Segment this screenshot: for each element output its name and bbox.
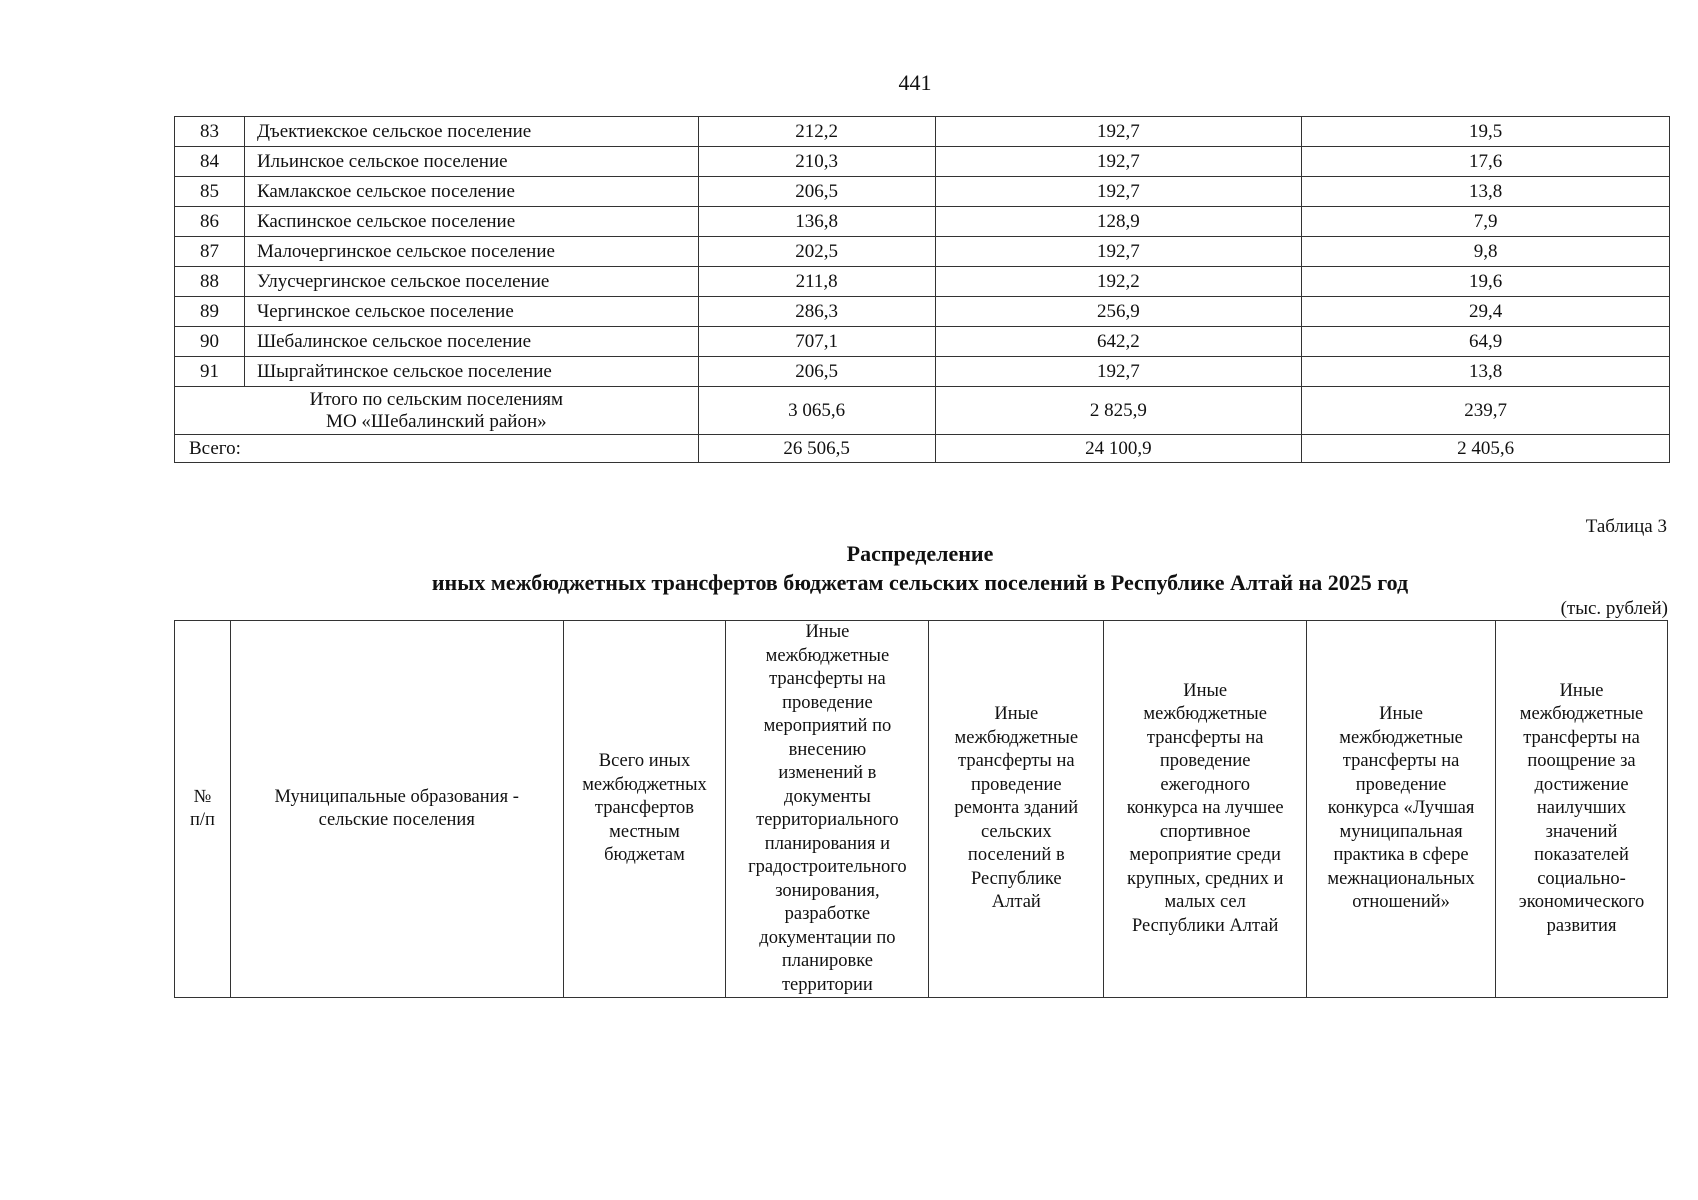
settlement-name: Дъектиекское сельское поселение [244, 117, 698, 147]
header-line: трансферты на [1523, 727, 1640, 748]
value-total: 211,8 [698, 267, 935, 297]
subtotal-value-2: 2 825,9 [935, 387, 1302, 435]
value-2: 192,7 [935, 117, 1302, 147]
settlement-name: Ильинское сельское поселение [244, 147, 698, 177]
header-planning-transfers [726, 621, 929, 998]
header-line: сельских [980, 821, 1052, 842]
header-incentive-transfers [1496, 621, 1668, 998]
value-2: 192,7 [935, 357, 1302, 387]
header-line: документы [784, 786, 871, 807]
header-line: разработке [784, 904, 871, 924]
header-line: Иные [1559, 680, 1604, 701]
value-2: 642,2 [935, 327, 1302, 357]
row-number: 86 [175, 207, 245, 237]
header-line: межбюджетные [1339, 727, 1463, 748]
header-line: трансферты на [958, 751, 1075, 772]
row-number: 90 [175, 327, 245, 357]
table3-header [174, 620, 1668, 998]
value-3: 9,8 [1302, 237, 1670, 267]
value-3: 7,9 [1302, 207, 1670, 237]
value-total: 707,1 [698, 327, 935, 357]
header-line: Муниципальные образования - [274, 786, 519, 807]
row-number: 89 [175, 297, 245, 327]
header-line: Иные [1379, 704, 1424, 725]
header-line: Алтай [991, 892, 1041, 913]
header-line: бюджетам [604, 845, 685, 866]
header-line: развития [1546, 915, 1617, 936]
header-line: Республике [970, 868, 1062, 889]
subtotal-value-total: 3 065,6 [698, 387, 935, 435]
header-line: малых сел [1164, 892, 1246, 913]
table-row [175, 147, 1670, 177]
settlement-name: Улусчергинское сельское поселение [244, 267, 698, 297]
header-line: местным [609, 821, 680, 842]
header-line: экономического [1518, 892, 1645, 913]
value-3: 19,5 [1302, 117, 1670, 147]
header-line: поселений в [967, 845, 1065, 866]
header-line: отношений» [1352, 892, 1450, 913]
table-row [175, 267, 1670, 297]
table-title-line1: Распределение [846, 541, 994, 566]
value-2: 192,7 [935, 147, 1302, 177]
header-line: межбюджетные [954, 727, 1079, 748]
header-sport-contest-transfers [1104, 621, 1307, 998]
header-line: п/п [189, 810, 215, 830]
value-total: 206,5 [698, 357, 935, 387]
header-line: значений [1545, 821, 1618, 842]
row-number: 83 [175, 117, 245, 147]
header-line: межбюджетные [765, 645, 890, 666]
table-row [175, 357, 1670, 387]
header-line: Иные [994, 704, 1039, 725]
header-line: Иные [1183, 680, 1228, 701]
value-2: 192,2 [935, 267, 1302, 297]
header-line: территориального [756, 810, 899, 830]
header-line: практика в сфере [1333, 845, 1469, 866]
header-line: Всего иных [598, 751, 691, 772]
value-2: 128,9 [935, 207, 1302, 237]
total-value-1: 26 506,5 [698, 435, 935, 463]
settlement-name: Чергинское сельское поселение [244, 297, 698, 327]
header-line: мероприятие среди [1129, 845, 1281, 866]
header-line: конкурса на лучшее [1126, 798, 1284, 819]
value-3: 13,8 [1302, 357, 1670, 387]
table-row [175, 237, 1670, 267]
table-caption: Таблица 3 [1585, 516, 1667, 537]
header-line: поощрение за [1527, 751, 1636, 772]
table-row [175, 297, 1670, 327]
header-total-transfers [563, 621, 726, 998]
header-line: территории [781, 974, 873, 995]
header-line: планировке [781, 951, 873, 971]
row-number: 84 [175, 147, 245, 177]
value-total: 136,8 [698, 207, 935, 237]
header-num [175, 621, 231, 998]
header-line: ежегодного [1160, 774, 1251, 795]
header-line: межбюджетных [582, 774, 707, 795]
value-total: 202,5 [698, 237, 935, 267]
settlement-name: Шебалинское сельское поселение [244, 327, 698, 357]
header-line: межнациональных [1327, 868, 1475, 889]
value-3: 17,6 [1302, 147, 1670, 177]
table-body [175, 117, 1670, 387]
header-row [175, 621, 1668, 998]
value-3: 29,4 [1302, 297, 1670, 327]
value-total: 206,5 [698, 177, 935, 207]
header-line: показателей [1534, 845, 1629, 866]
row-number: 85 [175, 177, 245, 207]
total-value-2: 24 100,9 [935, 435, 1302, 463]
total-row [175, 435, 1670, 463]
settlement-name: Малочергинское сельское поселение [244, 237, 698, 267]
header-line: градостроительного [748, 857, 907, 877]
header-line: внесению [788, 739, 867, 760]
header-line: межбюджетные [1143, 704, 1267, 725]
header-line: спортивное [1159, 821, 1251, 842]
header-line: муниципальная [1339, 821, 1463, 842]
header-line: сельские поселения [318, 810, 475, 830]
header-line: № [193, 786, 212, 807]
total-label: Всего: [175, 435, 699, 463]
value-3: 19,6 [1302, 267, 1670, 297]
header-line: проведение [782, 692, 873, 713]
header-line: ремонта зданий [954, 798, 1079, 819]
value-total: 286,3 [698, 297, 935, 327]
header-line: документации по [759, 927, 896, 948]
header-line: межбюджетные [1519, 704, 1644, 725]
header-line: трансферты на [769, 669, 886, 689]
row-number: 91 [175, 357, 245, 387]
table-row [175, 177, 1670, 207]
settlement-name: Шыргайтинское сельское поселение [244, 357, 698, 387]
header-line: мероприятий по [763, 716, 892, 736]
header-line: конкурса «Лучшая [1327, 798, 1475, 819]
table-row [175, 327, 1670, 357]
allocation-table-continued [174, 116, 1670, 463]
header-line: проведение [1355, 774, 1447, 795]
header-line: зонирования, [775, 880, 880, 901]
header-interethnic-contest-transfers [1307, 621, 1496, 998]
header-municipality [230, 621, 563, 998]
header-line: изменений в [778, 763, 877, 783]
header-line: проведение [970, 774, 1062, 795]
subtotal-row [175, 387, 1670, 435]
subtotal-label-line2: МО «Шебалинский район» [326, 410, 547, 432]
row-number: 88 [175, 267, 245, 297]
settlement-name: Каспинское сельское поселение [244, 207, 698, 237]
subtotal-value-3: 239,7 [1302, 387, 1670, 435]
total-value-3: 2 405,6 [1302, 435, 1670, 463]
row-number: 87 [175, 237, 245, 267]
header-line: трансфертов [594, 798, 695, 819]
header-line: крупных, средних и [1126, 868, 1284, 889]
subtotal-label [175, 387, 699, 435]
table-title-line2: иных межбюджетных трансфертов бюджетам сельских поселений в Республике Алтай на 2025 год [431, 570, 1409, 595]
units-label: (тыс. рублей) [1560, 598, 1668, 619]
value-2: 192,7 [935, 177, 1302, 207]
header-line: Республики Алтай [1131, 915, 1279, 936]
header-line: наилучших [1536, 798, 1627, 819]
header-line: проведение [1159, 751, 1251, 772]
header-line: планирования и [764, 833, 890, 854]
header-line: социально- [1537, 868, 1626, 889]
value-total: 210,3 [698, 147, 935, 177]
header-line: Иные [805, 622, 850, 642]
subtotal-label-line1: Итого по сельским поселениям [309, 388, 564, 410]
header-line: трансферты на [1146, 727, 1264, 748]
value-3: 64,9 [1302, 327, 1670, 357]
value-2: 192,7 [935, 237, 1302, 267]
header-line: трансферты на [1342, 751, 1460, 772]
value-3: 13,8 [1302, 177, 1670, 207]
settlement-name: Камлакское сельское поселение [244, 177, 698, 207]
table-row [175, 207, 1670, 237]
table-row [175, 117, 1670, 147]
page-number: 441 [898, 70, 932, 95]
header-line: достижение [1534, 774, 1629, 795]
header-repair-transfers [929, 621, 1104, 998]
value-2: 256,9 [935, 297, 1302, 327]
value-total: 212,2 [698, 117, 935, 147]
